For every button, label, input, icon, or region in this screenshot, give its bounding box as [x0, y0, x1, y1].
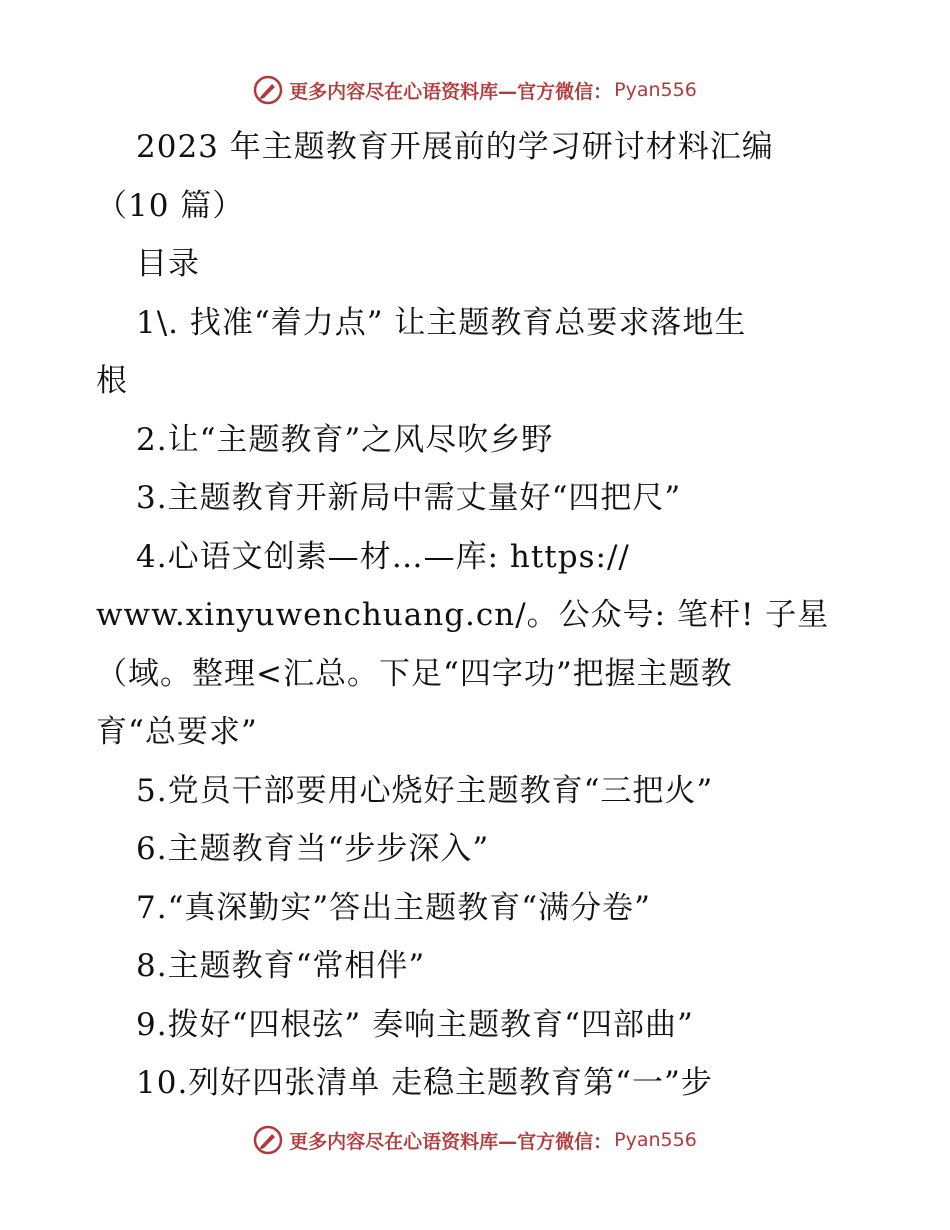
toc-item-5: 5.党员干部要用心烧好主题教育“三把火”: [136, 772, 714, 809]
document-title-line-2: （10 篇）: [96, 187, 245, 224]
toc-item-3: 3.主题教育开新局中需丈量好“四把尺”: [136, 480, 682, 516]
toc-item-4-line-2: www.xinyuwenchuang.cn/。公众号: 笔杆! 子星: [96, 597, 830, 633]
watermark-slogan: 更多内容尽在心语资料库—官方微信：: [289, 1130, 613, 1153]
toc-item-8: 8.主题教育“常相伴”: [136, 948, 426, 984]
document-body: [96, 118, 856, 1113]
document-title-line-1: 2023 年主题教育开展前的学习研讨材料汇编: [136, 129, 774, 165]
toc-heading: 目录: [136, 246, 200, 282]
toc-item-4-line-1: 4.心语文创素—材…—库: https://: [136, 538, 630, 575]
watermark-account: Pyan556: [614, 1129, 697, 1151]
toc-item-6: 6.主题教育当“步步深入”: [136, 831, 490, 867]
toc-item-1-line-1: 1\. 找准“着力点” 让主题教育总要求落地生: [136, 304, 747, 341]
toc-item-1-line-2: 根: [96, 363, 128, 399]
header-watermark-banner: [0, 70, 950, 110]
toc-item-7: 7.“真深勤实”答出主题教育“满分卷”: [136, 889, 651, 926]
toc-item-2: 2.让“主题教育”之风尽吹乡野: [136, 421, 554, 458]
toc-item-9: 9.拨好“四根弦” 奏响主题教育“四部曲”: [136, 1006, 694, 1043]
pen-logo-icon: [253, 75, 283, 105]
watermark-account: Pyan556: [614, 79, 697, 101]
toc-item-10: 10.列好四张清单 走稳主题教育第“一”步: [136, 1065, 713, 1101]
toc-item-4-line-4: 育“总要求”: [96, 714, 258, 750]
watermark-slogan: 更多内容尽在心语资料库—官方微信：: [289, 80, 613, 103]
toc-item-4-line-3: （域。整理<汇总。下足“四字功”把握主题教: [96, 655, 733, 692]
footer-watermark-banner: [0, 1120, 950, 1160]
pen-logo-icon: [253, 1125, 283, 1155]
